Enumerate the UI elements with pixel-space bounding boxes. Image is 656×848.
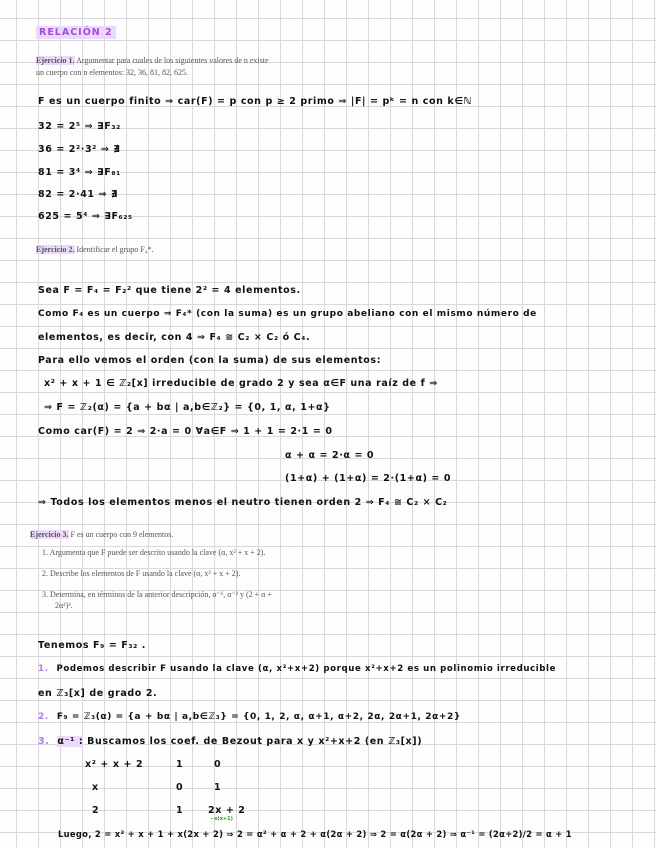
exercise-1-label: Ejercicio 1. bbox=[36, 56, 75, 65]
table-row-2-col-2: 0 bbox=[176, 782, 184, 793]
ex2-line-5: x² + x + 1 ∈ ℤ₂[x] irreducible de grado 2 y sea α∈F una raíz de f ⇒ bbox=[44, 378, 438, 389]
ex3-item-3-text: Determina, en términos de la anterior descripción, α⁻¹, α⁻² y (2 + α + bbox=[50, 590, 272, 599]
ex1-line-3: 36 = 2²·3² ⇒ ∄ bbox=[38, 144, 121, 155]
ex3-line-2-text: Podemos describir F usando la clave (α, x²+x+2) porque x²+x+2 es un polinomio irreducible bbox=[56, 664, 557, 674]
ex2-line-4: Para ello vemos el orden (con la suma) de sus elementos: bbox=[38, 355, 382, 366]
exercise-1-statement bbox=[36, 56, 269, 65]
ex3-item-1-num: 1. bbox=[42, 548, 48, 557]
ex3-item-2-text: Describe los elementos de F usando la clave (α, x² + x + 2). bbox=[50, 569, 241, 578]
ex3-answer-num-1: 1. bbox=[38, 664, 49, 674]
table-row-1-col-3: 0 bbox=[214, 759, 222, 770]
page-title: RELACIÓN 2 bbox=[36, 26, 116, 39]
ex2-line-7: Como car(F) = 2 ⇒ 2·a = 0 ∀a∈F ⇒ 1 + 1 = 2·1 = 0 bbox=[38, 426, 333, 437]
exercise-2-text: Identificar el grupo F₄*. bbox=[76, 245, 154, 254]
alpha-inverse-label: α⁻¹ : bbox=[57, 736, 84, 747]
table-row-3-col-1: 2 bbox=[92, 805, 100, 816]
ex3-item-1 bbox=[42, 548, 265, 557]
table-row-3-col-2: 1 bbox=[176, 805, 184, 816]
ex3-answer-num-3: 3. bbox=[38, 736, 50, 747]
ex2-line-9: (1+α) + (1+α) = 2·(1+α) = 0 bbox=[285, 473, 452, 484]
ex3-answer-num-2: 2. bbox=[38, 712, 49, 722]
exercise-2-label: Ejercicio 2. bbox=[36, 245, 75, 254]
table-row-2-col-1: x bbox=[92, 782, 99, 793]
ex1-line-1: F es un cuerpo finito ⇒ car(F) = p con p ≥ 2 primo ⇒ |F| = pᵏ = n con k∈ℕ bbox=[38, 96, 472, 107]
table-row-1-col-1: x² + x + 2 bbox=[85, 759, 144, 770]
ex3-line-4-text: F₉ = ℤ₃(α) = {a + bα | a,b∈ℤ₃} = {0, 1, 2, α, α+1, α+2, 2α, 2α+1, 2α+2} bbox=[56, 712, 461, 722]
ex3-line-1: Tenemos F₉ = F₃₂ . bbox=[38, 640, 147, 651]
ex1-line-2: 32 = 2⁵ ⇒ ∃F₃₂ bbox=[38, 121, 121, 132]
table-row-3-col-3: 2x + 2 bbox=[208, 805, 246, 816]
ex2-line-8: α + α = 2·α = 0 bbox=[285, 450, 375, 461]
ex3-line-2 bbox=[38, 664, 556, 674]
ex1-line-5: 82 = 2·41 ⇒ ∄ bbox=[38, 189, 119, 200]
ex3-line-4 bbox=[38, 712, 461, 722]
exercise-3-label: Ejercicio 3. bbox=[30, 530, 69, 539]
exercise-3-statement bbox=[30, 530, 173, 539]
ex2-line-1: Sea F = F₄ = F₂² que tiene 2² = 4 elementos. bbox=[38, 285, 301, 296]
ex2-line-3: elementos, es decir, con 4 ⇒ F₄ ≅ C₂ × C₂ ó C₄. bbox=[38, 332, 311, 343]
ex3-item-3-num: 3. bbox=[42, 590, 48, 599]
ex3-item-1-text: Argumenta que F puede ser descrito usando la clave (α, x² + x + 2). bbox=[49, 548, 266, 557]
ex3-item-3-text-line2: 2α²)³. bbox=[55, 601, 73, 610]
ex3-line-5 bbox=[38, 736, 422, 747]
table-row-1-col-2: 1 bbox=[176, 759, 184, 770]
exercise-2-statement bbox=[36, 245, 154, 254]
table-row-2-col-3: 1 bbox=[214, 782, 222, 793]
ex2-line-6: ⇒ F = ℤ₂(α) = {a + bα | a,b∈ℤ₂} = {0, 1, α, 1+α} bbox=[44, 402, 331, 413]
ex3-line-3: en ℤ₃[x] de grado 2. bbox=[38, 688, 158, 699]
exercise-3-text: F es un cuerpo con 9 elementos. bbox=[70, 530, 174, 539]
ex1-line-6: 625 = 5⁴ ⇒ ∃F₆₂₅ bbox=[38, 211, 133, 222]
green-annotation: −x(x+1) bbox=[210, 816, 233, 822]
ex3-item-2 bbox=[42, 569, 240, 578]
ex3-line-5-text: Buscamos los coef. de Bezout para x y x²+x+2 (en ℤ₃[x]) bbox=[87, 736, 423, 747]
ex3-item-3 bbox=[42, 590, 272, 599]
ex2-line-2: Como F₄ es un cuerpo ⇒ F₄* (con la suma) es un grupo abeliano con el mismo número de bbox=[38, 309, 537, 319]
exercise-1-text-line1: Argumentar para cuales de los siguientes valores de n existe bbox=[76, 56, 269, 65]
exercise-1-text-line2: un cuerpo con n elementos: 32, 36, 81, 82, 625. bbox=[36, 68, 188, 77]
ex1-line-4: 81 = 3⁴ ⇒ ∃F₈₁ bbox=[38, 167, 121, 178]
ex3-item-2-num: 2. bbox=[42, 569, 48, 578]
ex2-line-10: ⇒ Todos los elementos menos el neutro tienen orden 2 ⇒ F₄ ≅ C₂ × C₂ bbox=[38, 497, 448, 508]
ex3-luego-line: Luego, 2 = x² + x + 1 + x(2x + 2) ⇒ 2 = α² + α + 2 + α(2α + 2) ⇒ 2 = α(2α + 2) ⇒ α⁻¹ = (2α+2)/2 = α + 1 bbox=[58, 829, 572, 839]
